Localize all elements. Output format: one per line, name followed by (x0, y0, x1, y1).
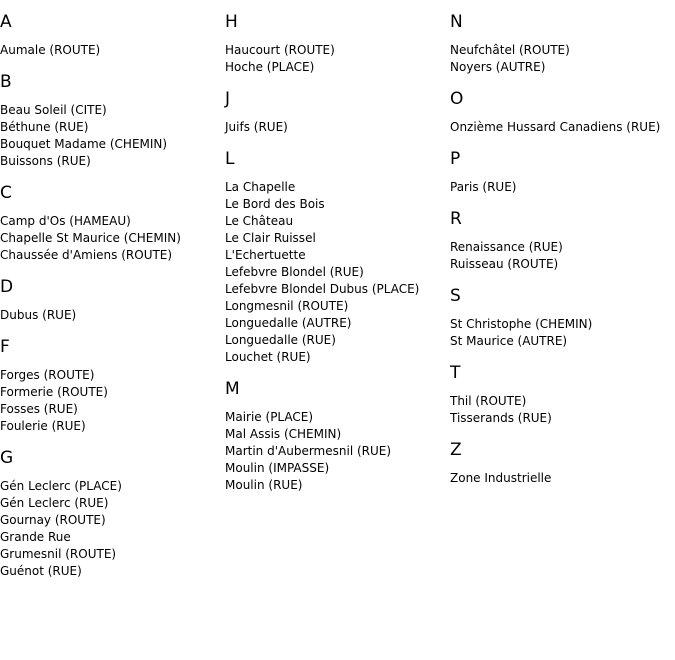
street-list (0, 307, 224, 324)
street-list (450, 42, 675, 76)
letter-section (450, 284, 675, 350)
section-letter-heading: N (450, 12, 463, 32)
street-link[interactable]: Forges (ROUTE) (0, 368, 95, 382)
section-letter-heading: O (450, 89, 464, 109)
street-link[interactable]: Mal Assis (CHEMIN) (225, 427, 342, 441)
street-list (0, 102, 224, 170)
street-link[interactable]: Tisserands (RUE) (450, 411, 552, 425)
street-link[interactable]: Formerie (ROUTE) (0, 385, 108, 399)
street-list (225, 42, 449, 76)
street-link[interactable]: Chaussée d'Amiens (ROUTE) (0, 248, 173, 262)
street-link[interactable]: Buissons (RUE) (0, 154, 91, 168)
street-list (0, 478, 224, 580)
street-list (225, 179, 449, 366)
letter-section (450, 10, 675, 76)
street-list (0, 367, 224, 435)
street-link[interactable]: Longuedalle (AUTRE) (225, 316, 352, 330)
street-link[interactable]: Chapelle St Maurice (CHEMIN) (0, 231, 181, 245)
street-link[interactable]: Gén Leclerc (PLACE) (0, 479, 122, 493)
street-link[interactable]: La Chapelle (225, 180, 296, 194)
section-letter-heading: L (225, 149, 235, 169)
street-link[interactable]: Louchet (RUE) (225, 350, 311, 364)
street-link[interactable]: Onzième Hussard Canadiens (RUE) (450, 120, 661, 134)
section-letter-heading: S (450, 286, 461, 306)
letter-section (0, 70, 224, 170)
street-link[interactable]: Le Château (225, 214, 294, 228)
street-link[interactable]: Le Bord des Bois (225, 197, 325, 211)
street-link[interactable]: Neufchâtel (ROUTE) (450, 43, 570, 57)
street-link[interactable]: Ruisseau (ROUTE) (450, 257, 559, 271)
section-letter-heading: G (0, 448, 14, 468)
section-letter-heading: P (450, 149, 461, 169)
street-link[interactable]: Longmesnil (ROUTE) (225, 299, 349, 313)
street-index-column-1 (0, 10, 224, 591)
letter-section (0, 10, 224, 59)
street-link[interactable]: Noyers (AUTRE) (450, 60, 546, 74)
letter-section (225, 87, 449, 136)
street-link[interactable]: Lefebvre Blondel (RUE) (225, 265, 364, 279)
street-link[interactable]: St Christophe (CHEMIN) (450, 317, 593, 331)
street-list (450, 316, 675, 350)
street-link[interactable]: Guénot (RUE) (0, 564, 82, 578)
letter-section (0, 181, 224, 264)
street-link[interactable]: Gournay (ROUTE) (0, 513, 106, 527)
street-link[interactable]: Moulin (IMPASSE) (225, 461, 330, 475)
street-link[interactable]: Zone Industrielle (450, 471, 552, 485)
street-list (0, 213, 224, 264)
street-index-column-3 (450, 10, 675, 498)
street-link[interactable]: Martin d'Aubermesnil (RUE) (225, 444, 392, 458)
section-letter-heading: C (0, 183, 12, 203)
street-link[interactable]: Haucourt (ROUTE) (225, 43, 335, 57)
street-link[interactable]: Gén Leclerc (RUE) (0, 496, 109, 510)
letter-section (450, 147, 675, 196)
letter-section (225, 377, 449, 494)
section-letter-heading: R (450, 209, 462, 229)
street-link[interactable]: Juifs (RUE) (225, 120, 288, 134)
street-link[interactable]: Le Clair Ruissel (225, 231, 316, 245)
letter-section (450, 87, 675, 136)
street-list (225, 119, 449, 136)
street-link[interactable]: L'Echertuette (225, 248, 306, 262)
street-list (450, 393, 675, 427)
section-letter-heading: A (0, 12, 12, 32)
street-link[interactable]: Fosses (RUE) (0, 402, 78, 416)
street-link[interactable]: Grumesnil (ROUTE) (0, 547, 117, 561)
street-link[interactable]: Lefebvre Blondel Dubus (PLACE) (225, 282, 420, 296)
section-letter-heading: H (225, 12, 238, 32)
street-link[interactable]: Aumale (ROUTE) (0, 43, 101, 57)
street-link[interactable]: St Maurice (AUTRE) (450, 334, 568, 348)
section-letter-heading: D (0, 277, 14, 297)
street-index-column-2 (225, 10, 449, 505)
street-list (450, 179, 675, 196)
section-letter-heading: Z (450, 440, 462, 460)
street-link[interactable]: Paris (RUE) (450, 180, 517, 194)
street-link[interactable]: Foulerie (RUE) (0, 419, 86, 433)
street-list (450, 239, 675, 273)
street-link[interactable]: Grande Rue (0, 530, 71, 544)
street-link[interactable]: Renaissance (RUE) (450, 240, 563, 254)
street-link[interactable]: Mairie (PLACE) (225, 410, 314, 424)
street-list (450, 470, 675, 487)
letter-section (0, 275, 224, 324)
letter-section (225, 10, 449, 76)
street-link[interactable]: Hoche (PLACE) (225, 60, 315, 74)
street-link[interactable]: Béthune (RUE) (0, 120, 89, 134)
letter-section (0, 446, 224, 580)
street-list (450, 119, 675, 136)
section-letter-heading: F (0, 337, 10, 357)
section-letter-heading: J (225, 89, 231, 109)
street-link[interactable]: Dubus (RUE) (0, 308, 77, 322)
street-link[interactable]: Camp d'Os (HAMEAU) (0, 214, 131, 228)
street-link[interactable]: Bouquet Madame (CHEMIN) (0, 137, 168, 151)
section-letter-heading: T (450, 363, 461, 383)
street-list (225, 409, 449, 494)
section-letter-heading: M (225, 379, 240, 399)
street-link[interactable]: Beau Soleil (CITE) (0, 103, 107, 117)
letter-section (450, 207, 675, 273)
street-link[interactable]: Moulin (RUE) (225, 478, 303, 492)
street-link[interactable]: Longuedalle (RUE) (225, 333, 336, 347)
letter-section (450, 438, 675, 487)
street-list (0, 42, 224, 59)
letter-section (0, 335, 224, 435)
street-link[interactable]: Thil (ROUTE) (450, 394, 527, 408)
letter-section (225, 147, 449, 366)
letter-section (450, 361, 675, 427)
section-letter-heading: B (0, 72, 12, 92)
